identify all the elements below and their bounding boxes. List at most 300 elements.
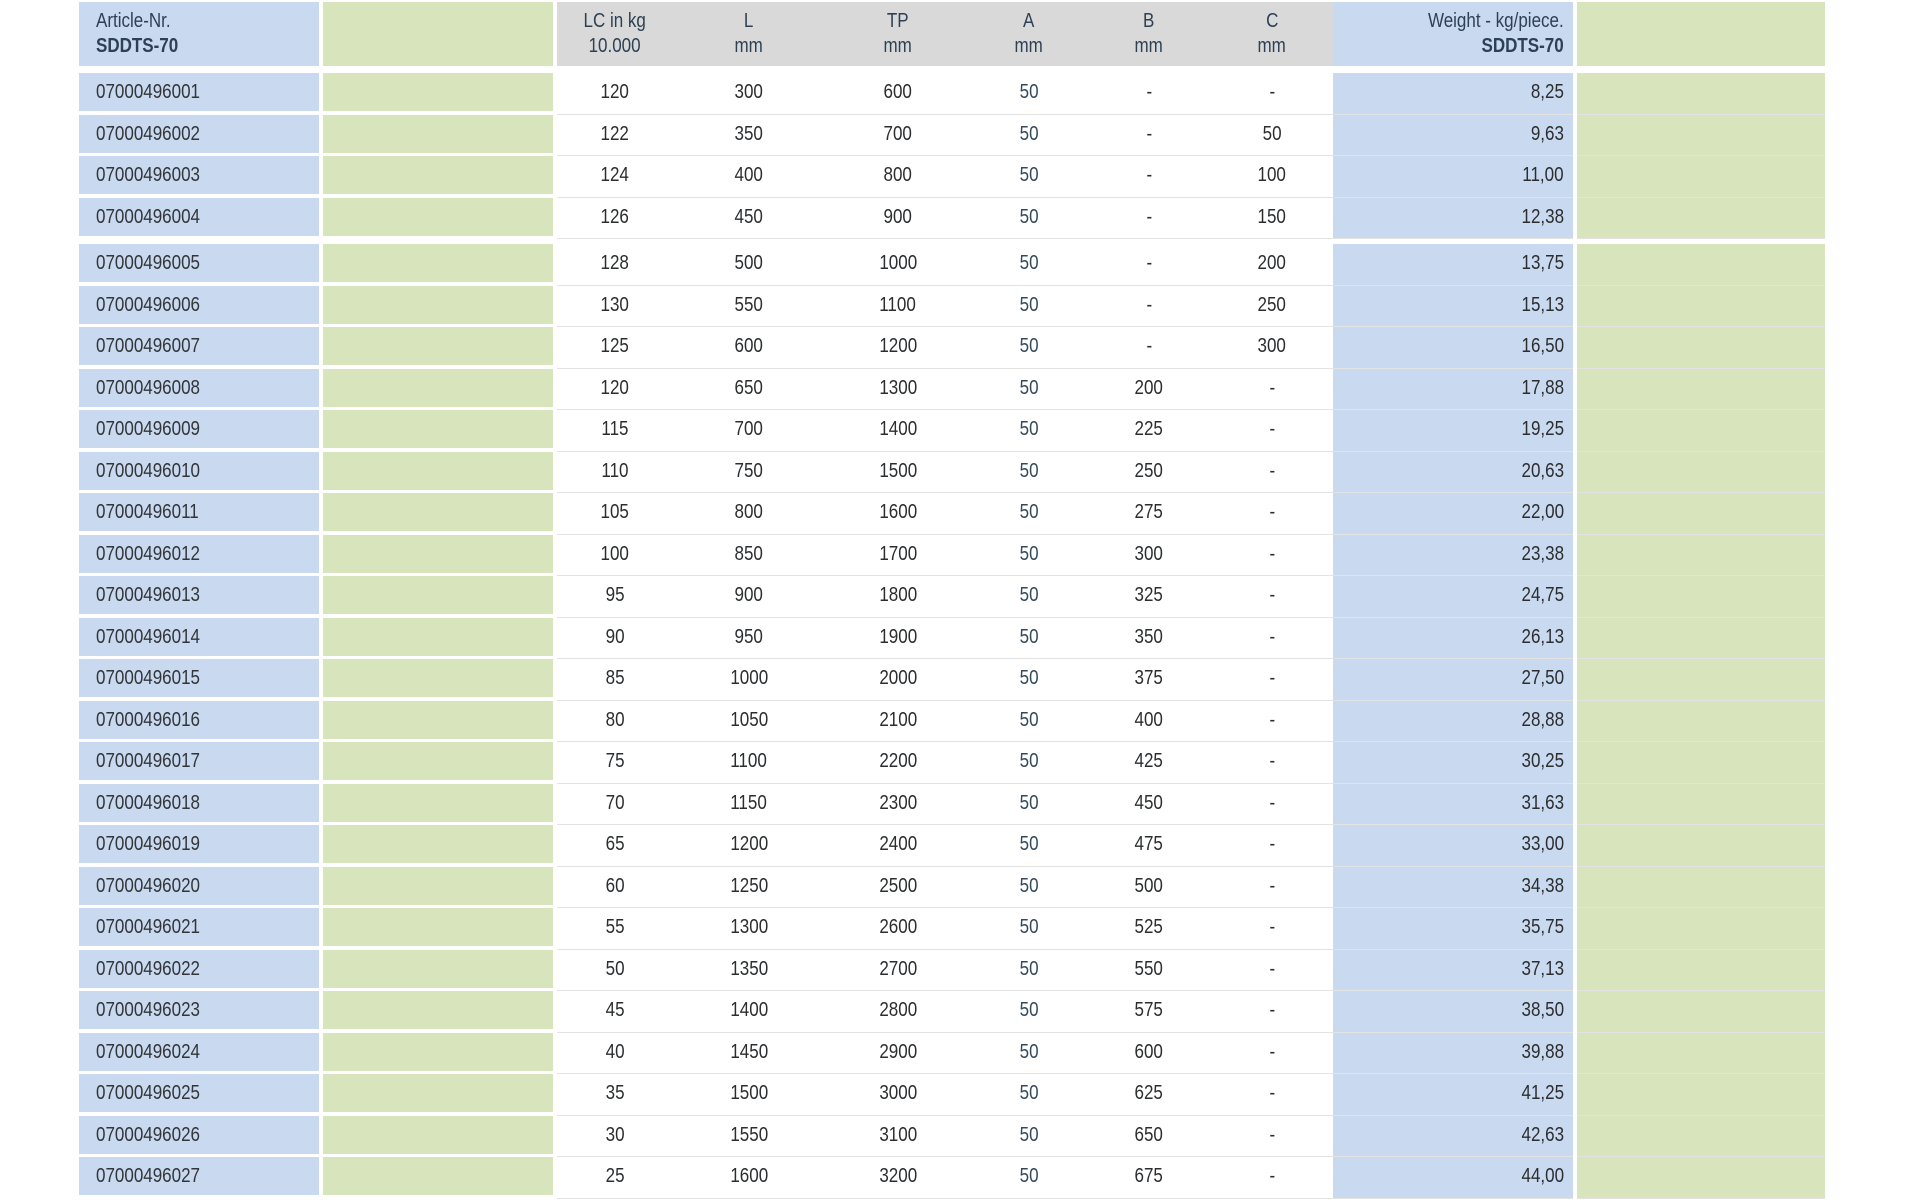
l-cell: 750 bbox=[673, 452, 825, 494]
green-spacer-cell-right bbox=[1577, 1116, 1825, 1158]
table-row bbox=[0, 156, 1920, 194]
a-cell: 50 bbox=[971, 991, 1087, 1033]
green-spacer-cell-right bbox=[1577, 908, 1825, 950]
a-cell: 50 bbox=[971, 1116, 1087, 1158]
article-number-cell: 07000496012 bbox=[79, 535, 319, 573]
lc-cell: 70 bbox=[557, 784, 673, 826]
b-cell: 275 bbox=[1087, 493, 1211, 535]
a-header-label: A bbox=[1023, 10, 1035, 32]
tp-cell: 1700 bbox=[825, 535, 971, 577]
c-cell: - bbox=[1211, 701, 1333, 743]
lc-cell: 95 bbox=[557, 576, 673, 618]
article-number-cell: 07000496015 bbox=[79, 659, 319, 697]
tp-cell: 2800 bbox=[825, 991, 971, 1033]
l-cell: 850 bbox=[673, 535, 825, 577]
tp-cell: 3000 bbox=[825, 1074, 971, 1116]
l-cell: 700 bbox=[673, 410, 825, 452]
c-cell: - bbox=[1211, 908, 1333, 950]
article-number-cell: 07000496010 bbox=[79, 452, 319, 490]
lc-cell: 115 bbox=[557, 410, 673, 452]
lc-cell: 60 bbox=[557, 867, 673, 909]
a-cell: 50 bbox=[971, 286, 1087, 328]
c-cell: - bbox=[1211, 742, 1333, 784]
table-row bbox=[0, 535, 1920, 573]
l-cell: 900 bbox=[673, 576, 825, 618]
tp-cell: 3100 bbox=[825, 1116, 971, 1158]
table-row bbox=[0, 198, 1920, 236]
weight-cell: 16,50 bbox=[1333, 327, 1573, 369]
article-number-cell: 07000496022 bbox=[79, 950, 319, 988]
b-cell: 550 bbox=[1087, 950, 1211, 992]
c-cell: - bbox=[1211, 1074, 1333, 1116]
green-spacer-cell-right bbox=[1577, 244, 1825, 286]
weight-cell: 20,63 bbox=[1333, 452, 1573, 494]
b-cell: 575 bbox=[1087, 991, 1211, 1033]
table-row bbox=[0, 784, 1920, 822]
tp-cell: 2000 bbox=[825, 659, 971, 701]
table-row bbox=[0, 825, 1920, 863]
lc-cell: 100 bbox=[557, 535, 673, 577]
weight-cell: 41,25 bbox=[1333, 1074, 1573, 1116]
green-spacer-cell-right bbox=[1577, 1157, 1825, 1199]
article-number-cell: 07000496026 bbox=[79, 1116, 319, 1154]
c-cell: 250 bbox=[1211, 286, 1333, 328]
lc-cell: 130 bbox=[557, 286, 673, 328]
weight-cell: 23,38 bbox=[1333, 535, 1573, 577]
article-number-cell: 07000496005 bbox=[79, 244, 319, 282]
article-header-model: SDDTS-70 bbox=[96, 35, 179, 57]
b-cell: 450 bbox=[1087, 784, 1211, 826]
c-cell: - bbox=[1211, 410, 1333, 452]
lc-header-unit: 10.000 bbox=[588, 35, 641, 57]
lc-cell: 128 bbox=[557, 244, 673, 286]
table-row bbox=[0, 659, 1920, 697]
green-spacer-cell-right bbox=[1577, 198, 1825, 240]
green-spacer-cell-right bbox=[1577, 618, 1825, 660]
lc-cell: 50 bbox=[557, 950, 673, 992]
green-spacer-cell-left bbox=[323, 198, 553, 236]
weight-cell: 39,88 bbox=[1333, 1033, 1573, 1075]
a-cell: 50 bbox=[971, 156, 1087, 198]
article-number-cell: 07000496024 bbox=[79, 1033, 319, 1071]
tp-cell: 1300 bbox=[825, 369, 971, 411]
l-cell: 1500 bbox=[673, 1074, 825, 1116]
weight-cell: 13,75 bbox=[1333, 244, 1573, 286]
table-body bbox=[0, 73, 1920, 1195]
green-spacer-cell-left bbox=[323, 991, 553, 1029]
green-spacer-cell-right bbox=[1577, 535, 1825, 577]
a-cell: 50 bbox=[971, 908, 1087, 950]
l-cell: 650 bbox=[673, 369, 825, 411]
weight-cell: 12,38 bbox=[1333, 198, 1573, 240]
l-cell: 400 bbox=[673, 156, 825, 198]
lc-cell: 120 bbox=[557, 369, 673, 411]
l-cell: 500 bbox=[673, 244, 825, 286]
weight-cell: 33,00 bbox=[1333, 825, 1573, 867]
green-spacer-cell-left bbox=[323, 1116, 553, 1154]
a-cell: 50 bbox=[971, 701, 1087, 743]
c-header-label: C bbox=[1265, 10, 1279, 32]
tp-cell: 1200 bbox=[825, 327, 971, 369]
lc-cell: 124 bbox=[557, 156, 673, 198]
c-cell: - bbox=[1211, 1157, 1333, 1199]
lc-cell: 65 bbox=[557, 825, 673, 867]
lc-cell: 80 bbox=[557, 701, 673, 743]
b-cell: 625 bbox=[1087, 1074, 1211, 1116]
c-cell: 150 bbox=[1211, 198, 1333, 240]
table-row bbox=[0, 576, 1920, 614]
tp-cell: 1500 bbox=[825, 452, 971, 494]
weight-cell: 35,75 bbox=[1333, 908, 1573, 950]
lc-cell: 40 bbox=[557, 1033, 673, 1075]
tp-cell: 700 bbox=[825, 115, 971, 157]
weight-cell: 11,00 bbox=[1333, 156, 1573, 198]
b-cell: 600 bbox=[1087, 1033, 1211, 1075]
green-spacer-cell-right bbox=[1577, 784, 1825, 826]
table-row bbox=[0, 1074, 1920, 1112]
l-cell: 350 bbox=[673, 115, 825, 157]
l-cell: 1300 bbox=[673, 908, 825, 950]
a-cell: 50 bbox=[971, 198, 1087, 240]
green-spacer-cell-left bbox=[323, 369, 553, 407]
green-spacer-column-header-right bbox=[1577, 2, 1825, 66]
c-cell: 50 bbox=[1211, 115, 1333, 157]
lc-cell: 105 bbox=[557, 493, 673, 535]
green-spacer-cell-right bbox=[1577, 1033, 1825, 1075]
article-number-cell: 07000496027 bbox=[79, 1157, 319, 1195]
l-cell: 1450 bbox=[673, 1033, 825, 1075]
b-cell: - bbox=[1087, 286, 1211, 328]
c-cell: - bbox=[1211, 867, 1333, 909]
green-spacer-column-header-left bbox=[323, 2, 553, 66]
article-number-cell: 07000496004 bbox=[79, 198, 319, 236]
a-cell: 50 bbox=[971, 452, 1087, 494]
article-number-cell: 07000496025 bbox=[79, 1074, 319, 1112]
weight-cell: 9,63 bbox=[1333, 115, 1573, 157]
b-cell: 300 bbox=[1087, 535, 1211, 577]
b-cell: - bbox=[1087, 115, 1211, 157]
l-cell: 1100 bbox=[673, 742, 825, 784]
weight-header-label: Weight - kg/piece. bbox=[1428, 10, 1564, 32]
c-cell: - bbox=[1211, 1033, 1333, 1075]
green-spacer-cell-left bbox=[323, 742, 553, 780]
green-spacer-cell-left bbox=[323, 1074, 553, 1112]
b-cell: 475 bbox=[1087, 825, 1211, 867]
tp-cell: 2600 bbox=[825, 908, 971, 950]
green-spacer-cell-right bbox=[1577, 73, 1825, 115]
a-cell: 50 bbox=[971, 1074, 1087, 1116]
a-cell: 50 bbox=[971, 618, 1087, 660]
article-number-cell: 07000496009 bbox=[79, 410, 319, 448]
lc-cell: 45 bbox=[557, 991, 673, 1033]
article-number-cell: 07000496017 bbox=[79, 742, 319, 780]
green-spacer-cell-right bbox=[1577, 991, 1825, 1033]
green-spacer-cell-right bbox=[1577, 576, 1825, 618]
green-spacer-cell-left bbox=[323, 115, 553, 153]
a-column-header bbox=[971, 2, 1087, 66]
b-header-label: B bbox=[1143, 10, 1155, 32]
tp-cell: 1900 bbox=[825, 618, 971, 660]
article-number-cell: 07000496008 bbox=[79, 369, 319, 407]
tp-cell: 800 bbox=[825, 156, 971, 198]
article-number-cell: 07000496019 bbox=[79, 825, 319, 863]
a-cell: 50 bbox=[971, 369, 1087, 411]
c-cell: - bbox=[1211, 825, 1333, 867]
a-cell: 50 bbox=[971, 825, 1087, 867]
green-spacer-cell-right bbox=[1577, 950, 1825, 992]
table-row bbox=[0, 73, 1920, 111]
green-spacer-cell-right bbox=[1577, 156, 1825, 198]
tp-cell: 1400 bbox=[825, 410, 971, 452]
weight-cell: 42,63 bbox=[1333, 1116, 1573, 1158]
green-spacer-cell-left bbox=[323, 1033, 553, 1071]
c-cell: - bbox=[1211, 73, 1333, 115]
table-row bbox=[0, 493, 1920, 531]
green-spacer-cell-left bbox=[323, 825, 553, 863]
b-cell: 400 bbox=[1087, 701, 1211, 743]
table-row bbox=[0, 867, 1920, 905]
weight-cell: 26,13 bbox=[1333, 618, 1573, 660]
c-cell: - bbox=[1211, 659, 1333, 701]
lc-cell: 110 bbox=[557, 452, 673, 494]
l-cell: 1600 bbox=[673, 1157, 825, 1199]
weight-cell: 34,38 bbox=[1333, 867, 1573, 909]
a-cell: 50 bbox=[971, 784, 1087, 826]
a-cell: 50 bbox=[971, 659, 1087, 701]
weight-cell: 30,25 bbox=[1333, 742, 1573, 784]
lc-cell: 55 bbox=[557, 908, 673, 950]
table-row bbox=[0, 991, 1920, 1029]
c-cell: - bbox=[1211, 535, 1333, 577]
tp-cell: 3200 bbox=[825, 1157, 971, 1199]
l-cell: 1350 bbox=[673, 950, 825, 992]
c-cell: - bbox=[1211, 950, 1333, 992]
tp-header-unit: mm bbox=[883, 35, 913, 57]
table-row bbox=[0, 327, 1920, 365]
article-number-cell: 07000496016 bbox=[79, 701, 319, 739]
green-spacer-cell-left bbox=[323, 410, 553, 448]
weight-cell: 27,50 bbox=[1333, 659, 1573, 701]
weight-cell: 38,50 bbox=[1333, 991, 1573, 1033]
a-cell: 50 bbox=[971, 576, 1087, 618]
b-cell: - bbox=[1087, 198, 1211, 240]
b-header-unit: mm bbox=[1134, 35, 1164, 57]
b-cell: 200 bbox=[1087, 369, 1211, 411]
table-row bbox=[0, 1157, 1920, 1195]
table-row bbox=[0, 369, 1920, 407]
lc-cell: 35 bbox=[557, 1074, 673, 1116]
weight-cell: 19,25 bbox=[1333, 410, 1573, 452]
c-header-unit: mm bbox=[1257, 35, 1287, 57]
a-cell: 50 bbox=[971, 950, 1087, 992]
article-number-column-header bbox=[79, 2, 319, 66]
green-spacer-cell-right bbox=[1577, 115, 1825, 157]
table-row bbox=[0, 742, 1920, 780]
l-cell: 1550 bbox=[673, 1116, 825, 1158]
b-cell: - bbox=[1087, 244, 1211, 286]
tp-cell: 2500 bbox=[825, 867, 971, 909]
l-cell: 950 bbox=[673, 618, 825, 660]
b-cell: - bbox=[1087, 73, 1211, 115]
c-cell: - bbox=[1211, 493, 1333, 535]
table-row bbox=[0, 286, 1920, 324]
tp-cell: 1600 bbox=[825, 493, 971, 535]
green-spacer-cell-left bbox=[323, 784, 553, 822]
b-cell: 425 bbox=[1087, 742, 1211, 784]
green-spacer-cell-left bbox=[323, 493, 553, 531]
a-cell: 50 bbox=[971, 73, 1087, 115]
article-number-cell: 07000496003 bbox=[79, 156, 319, 194]
b-cell: 525 bbox=[1087, 908, 1211, 950]
c-cell: - bbox=[1211, 576, 1333, 618]
lc-cell: 30 bbox=[557, 1116, 673, 1158]
article-number-cell: 07000496002 bbox=[79, 115, 319, 153]
c-cell: - bbox=[1211, 618, 1333, 660]
green-spacer-cell-right bbox=[1577, 1074, 1825, 1116]
green-spacer-cell-left bbox=[323, 286, 553, 324]
article-number-cell: 07000496011 bbox=[79, 493, 319, 531]
green-spacer-cell-left bbox=[323, 950, 553, 988]
table-row bbox=[0, 950, 1920, 988]
l-column-header bbox=[673, 2, 825, 66]
tp-cell: 2200 bbox=[825, 742, 971, 784]
green-spacer-cell-left bbox=[323, 618, 553, 656]
article-number-cell: 07000496014 bbox=[79, 618, 319, 656]
b-cell: 375 bbox=[1087, 659, 1211, 701]
l-cell: 450 bbox=[673, 198, 825, 240]
weight-cell: 31,63 bbox=[1333, 784, 1573, 826]
article-header-label: Article-Nr. bbox=[96, 10, 171, 32]
b-cell: 650 bbox=[1087, 1116, 1211, 1158]
weight-cell: 44,00 bbox=[1333, 1157, 1573, 1199]
lc-cell: 25 bbox=[557, 1157, 673, 1199]
a-cell: 50 bbox=[971, 410, 1087, 452]
c-cell: 100 bbox=[1211, 156, 1333, 198]
green-spacer-cell-right bbox=[1577, 410, 1825, 452]
a-cell: 50 bbox=[971, 493, 1087, 535]
green-spacer-cell-left bbox=[323, 1157, 553, 1195]
l-cell: 1200 bbox=[673, 825, 825, 867]
b-cell: 675 bbox=[1087, 1157, 1211, 1199]
b-cell: 225 bbox=[1087, 410, 1211, 452]
tp-cell: 1800 bbox=[825, 576, 971, 618]
b-column-header bbox=[1087, 2, 1211, 66]
lc-cell: 120 bbox=[557, 73, 673, 115]
a-cell: 50 bbox=[971, 327, 1087, 369]
lc-cell: 90 bbox=[557, 618, 673, 660]
lc-cell: 85 bbox=[557, 659, 673, 701]
lc-column-header bbox=[557, 2, 673, 66]
lc-cell: 125 bbox=[557, 327, 673, 369]
table-row bbox=[0, 410, 1920, 448]
green-spacer-cell-right bbox=[1577, 742, 1825, 784]
c-cell: - bbox=[1211, 991, 1333, 1033]
table-row bbox=[0, 908, 1920, 946]
tp-cell: 2300 bbox=[825, 784, 971, 826]
l-cell: 1400 bbox=[673, 991, 825, 1033]
article-number-cell: 07000496021 bbox=[79, 908, 319, 946]
weight-cell: 15,13 bbox=[1333, 286, 1573, 328]
weight-cell: 17,88 bbox=[1333, 369, 1573, 411]
green-spacer-cell-right bbox=[1577, 867, 1825, 909]
lc-cell: 126 bbox=[557, 198, 673, 240]
article-number-cell: 07000496006 bbox=[79, 286, 319, 324]
green-spacer-cell-right bbox=[1577, 286, 1825, 328]
l-cell: 300 bbox=[673, 73, 825, 115]
green-spacer-cell-left bbox=[323, 908, 553, 946]
tp-cell: 2700 bbox=[825, 950, 971, 992]
table-row bbox=[0, 452, 1920, 490]
green-spacer-cell-right bbox=[1577, 701, 1825, 743]
l-cell: 1150 bbox=[673, 784, 825, 826]
table-row bbox=[0, 701, 1920, 739]
weight-cell: 37,13 bbox=[1333, 950, 1573, 992]
article-number-cell: 07000496023 bbox=[79, 991, 319, 1029]
l-cell: 1050 bbox=[673, 701, 825, 743]
l-cell: 1000 bbox=[673, 659, 825, 701]
green-spacer-cell-left bbox=[323, 659, 553, 697]
l-cell: 600 bbox=[673, 327, 825, 369]
table-row bbox=[0, 244, 1920, 282]
tp-cell: 1000 bbox=[825, 244, 971, 286]
green-spacer-cell-right bbox=[1577, 659, 1825, 701]
c-cell: - bbox=[1211, 1116, 1333, 1158]
green-spacer-cell-left bbox=[323, 244, 553, 282]
b-cell: - bbox=[1087, 156, 1211, 198]
green-spacer-cell-left bbox=[323, 73, 553, 111]
c-cell: 200 bbox=[1211, 244, 1333, 286]
a-cell: 50 bbox=[971, 115, 1087, 157]
b-cell: 325 bbox=[1087, 576, 1211, 618]
lc-header-label: LC in kg bbox=[583, 10, 647, 32]
lc-cell: 122 bbox=[557, 115, 673, 157]
a-cell: 50 bbox=[971, 1157, 1087, 1199]
article-number-cell: 07000496001 bbox=[79, 73, 319, 111]
l-cell: 550 bbox=[673, 286, 825, 328]
b-cell: 350 bbox=[1087, 618, 1211, 660]
a-cell: 50 bbox=[971, 535, 1087, 577]
green-spacer-cell-left bbox=[323, 701, 553, 739]
green-spacer-cell-right bbox=[1577, 493, 1825, 535]
table-row bbox=[0, 618, 1920, 656]
green-spacer-cell-left bbox=[323, 327, 553, 365]
table-header-row bbox=[0, 2, 1920, 66]
tp-cell: 600 bbox=[825, 73, 971, 115]
weight-cell: 22,00 bbox=[1333, 493, 1573, 535]
a-cell: 50 bbox=[971, 867, 1087, 909]
green-spacer-cell-left bbox=[323, 156, 553, 194]
tp-cell: 900 bbox=[825, 198, 971, 240]
b-cell: - bbox=[1087, 327, 1211, 369]
a-cell: 50 bbox=[971, 1033, 1087, 1075]
article-number-cell: 07000496007 bbox=[79, 327, 319, 365]
b-cell: 500 bbox=[1087, 867, 1211, 909]
l-header-label: L bbox=[744, 10, 754, 32]
tp-cell: 1100 bbox=[825, 286, 971, 328]
c-cell: 300 bbox=[1211, 327, 1333, 369]
tp-cell: 2100 bbox=[825, 701, 971, 743]
l-cell: 1250 bbox=[673, 867, 825, 909]
green-spacer-cell-right bbox=[1577, 369, 1825, 411]
l-header-unit: mm bbox=[734, 35, 764, 57]
table-row bbox=[0, 1033, 1920, 1071]
table-row bbox=[0, 115, 1920, 153]
tp-cell: 2400 bbox=[825, 825, 971, 867]
b-cell: 250 bbox=[1087, 452, 1211, 494]
green-spacer-cell-left bbox=[323, 867, 553, 905]
weight-cell: 28,88 bbox=[1333, 701, 1573, 743]
green-spacer-cell-left bbox=[323, 452, 553, 490]
